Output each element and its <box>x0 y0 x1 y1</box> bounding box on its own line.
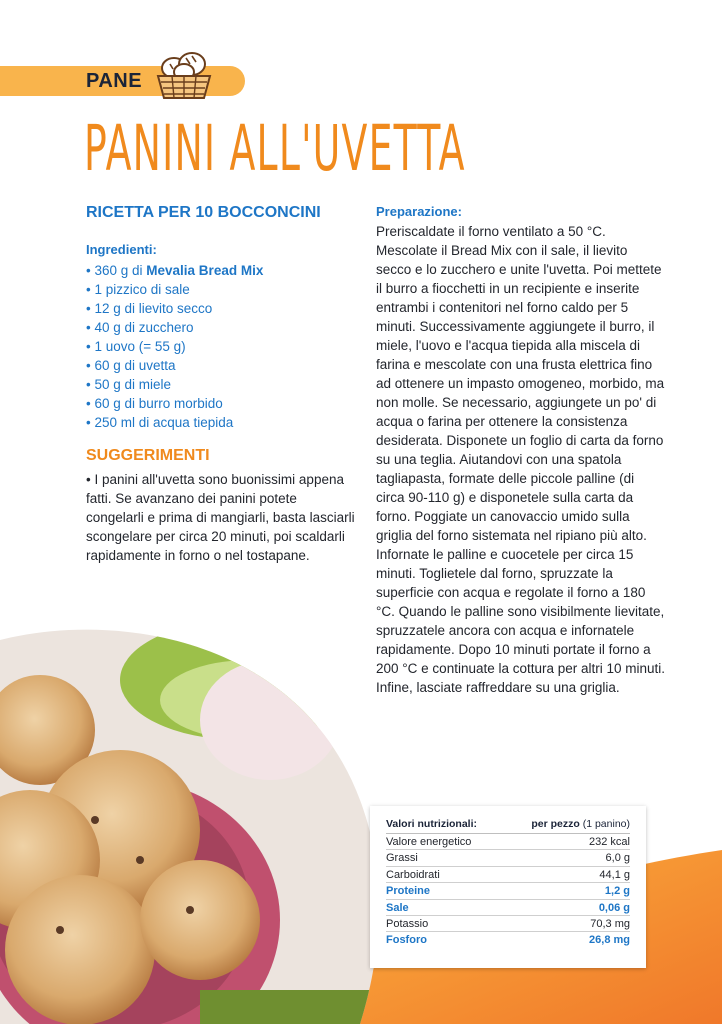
section-label: PANE <box>86 70 143 92</box>
ingredient-item: • 1 pizzico di sale <box>86 282 190 297</box>
nutrition-row: Carboidrati 44,1 g <box>386 867 630 883</box>
ingredient-item: • 50 g di miele <box>86 377 172 392</box>
nutrition-row: Grassi 6,0 g <box>386 850 630 866</box>
nutrition-table <box>386 817 630 949</box>
nutrition-header-label: Valori nutrizionali: <box>386 818 478 830</box>
nutrition-header-unit: (1 panino) <box>582 818 630 830</box>
ingredient-item: • 12 g di lievito secco <box>86 301 213 316</box>
nutrition-row: Potassio 70,3 mg <box>386 916 630 932</box>
nutrition-header-per: per pezzo <box>531 818 580 830</box>
recipe-heading: RICETTA PER 10 BOCCONCINI <box>86 204 321 221</box>
nutrition-card <box>370 806 646 968</box>
ingredients-label: Ingredienti: <box>86 242 157 257</box>
tips-heading: SUGGERIMENTI <box>86 447 210 464</box>
ingredient-item: • 250 ml di acqua tiepida <box>86 415 234 430</box>
nutrition-row: Fosforo 26,8 mg <box>386 934 630 947</box>
nutrition-header <box>386 817 630 834</box>
nutrition-row: Valore energetico 232 kcal <box>386 834 630 850</box>
tips-text: • I panini all'uvetta sono buonissimi appena fatti. Se avanzano dei panini potete congelarli e prima di mangiarli, basta lasciarli scongelare per circa 20 minuti, poi scaldarli rapidamente in forno o nel tostapane. <box>86 472 355 563</box>
ingredient-item: • 1 uovo (= 55 g) <box>86 339 186 354</box>
ingredients-list <box>86 261 263 432</box>
bread-basket-icon <box>152 48 216 104</box>
bread-rolls-photo <box>0 620 390 1024</box>
ingredient-item: • 60 g di uvetta <box>86 358 176 373</box>
nutrition-row: Proteine 1,2 g <box>386 883 630 899</box>
ingredient-item: • 360 g di Mevalia Bread Mix <box>86 263 264 278</box>
ingredient-item: • 60 g di burro morbido <box>86 396 223 411</box>
preparation-text: Preriscaldate il forno ventilato a 50 °C. Mescolate il Bread Mix con il sale, il lievito secco e lo zucchero e unite l'uvetta. Poi mettete il burro a fiocchetti in un recipiente e inserite entrambi i contenitori nel forno caldo per 5 minuti. Successivamente aggiungete il burro, il miele, l'uovo e l'acqua tiepida alla miscela di farina e mescolate con una frusta elettrica fino ad ottenere un impasto omogeneo, morbido, ma non molle. Se necessario, aggiungete un po' di acqua o farina per ottenere la consistenza desiderata. Disponete un foglio di carta da forno su una teglia. Aiutandovi con una spatola tagliapasta, formate delle piccole palline (di circa 90-110 g) e disponetele sulla carta da forno. Poggiate un canovaccio umido sulla griglia del forno sistemata nel ripiano più alto. Infornate le palline e cuocetele per circa 15 minuti. Toglietele dal forno, spruzzate la superficie con acqua e regolate il forno a 180 °C. Quando le palline sono visibilmente lievitate, spruzzatele ancora con acqua e infornatele rapidamente. Dopo 10 minuti portate il forno a 200 °C e continuate la cottura per altri 10 minuti. Infine, lasciate raffreddare su una griglia. <box>376 224 666 695</box>
preparation-label: Preparazione: <box>376 204 462 219</box>
page-title: PANINI ALL'UVETTA <box>84 112 466 185</box>
ingredient-item: • 40 g di zucchero <box>86 320 194 335</box>
nutrition-row: Sale 0,06 g <box>386 900 630 916</box>
